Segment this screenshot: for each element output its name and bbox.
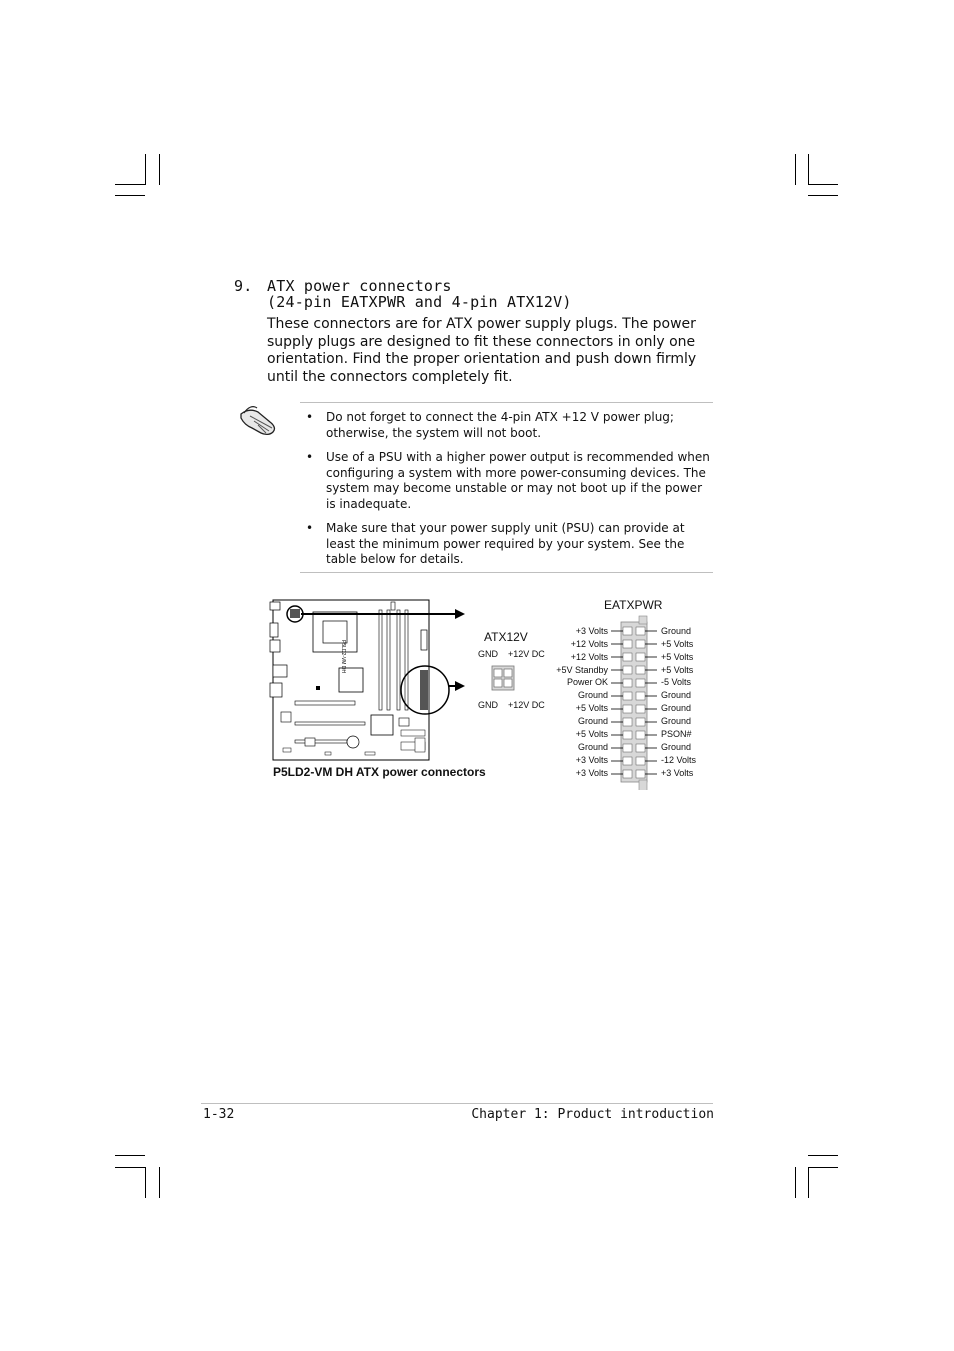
eatxpwr-title: EATXPWR: [604, 598, 663, 612]
figure-caption: P5LD2-VM DH ATX power connectors: [273, 765, 486, 779]
note-item: • Make sure that your power supply unit (PSU) can provide at least the minimum power required by your system. See the table below for details.: [306, 521, 685, 566]
eatxpwr-left-pin: +5 Volts: [575, 729, 608, 739]
eatxpwr-right-pin: Ground: [661, 742, 692, 752]
eatxpwr-left-pin: Ground: [577, 742, 608, 752]
eatxpwr-left-pin: +5V Standby: [556, 665, 608, 675]
eatxpwr-right-pin: PSON#: [661, 729, 692, 739]
eatxpwr-right-pin: +5 Volts: [661, 652, 694, 662]
eatxpwr-left-pin: +3 Volts: [575, 755, 608, 765]
eatxpwr-left-pin: +12 Volts: [570, 639, 608, 649]
note-box: [300, 402, 713, 573]
eatxpwr-right-pin: Ground: [661, 690, 692, 700]
eatxpwr-right-pin: -5 Volts: [661, 677, 692, 687]
atx12v-bottom-left: GND: [478, 700, 498, 710]
note-item: • Use of a PSU with a higher power output is recommended when configuring a system with more power-consuming devices. The system may become unstable or may not boot up if the power is inadequate.: [306, 450, 710, 511]
eatxpwr-left-pin: Power OK: [566, 677, 608, 687]
eatxpwr-right-pin: +5 Volts: [661, 665, 694, 675]
atx12v-title: ATX12V: [484, 630, 528, 644]
eatxpwr-right-pin: Ground: [661, 626, 692, 636]
note-item: • Do not forget to connect the 4-pin ATX +12 V power plug; otherwise, the system will not boot.: [306, 410, 674, 440]
atx12v-top-left: GND: [478, 649, 498, 659]
page-number: 1-32: [203, 1107, 235, 1122]
eatxpwr-left-pin: +3 Volts: [575, 768, 608, 778]
eatxpwr-right-pin: +5 Volts: [661, 639, 694, 649]
eatxpwr-right-pin: Ground: [661, 703, 692, 713]
note-list: [300, 410, 713, 577]
atx12v-top-right: +12V DC: [508, 649, 545, 659]
section-title-line1: ATX power connectors: [267, 277, 452, 295]
footer-rule: [201, 1103, 713, 1104]
eatxpwr-right-pin: -12 Volts: [661, 755, 697, 765]
board-silk-label: P5LD2-VM DH: [340, 640, 346, 674]
eatxpwr-right-pin: +3 Volts: [661, 768, 694, 778]
section-title-line2: (24-pin EATXPWR and 4-pin ATX12V): [267, 293, 572, 311]
section-body: These connectors are for ATX power supply plugs. The power supply plugs are designed to fit these connectors in only one orientation. Find the proper orientation and push down firmly until the connectors completely fit.: [267, 316, 697, 385]
eatxpwr-right-pin: Ground: [661, 716, 692, 726]
eatxpwr-left-pin: +3 Volts: [575, 626, 608, 636]
atx12v-bottom-right: +12V DC: [508, 700, 545, 710]
motherboard-diagram: [265, 590, 715, 790]
eatxpwr-left-pin: +5 Volts: [575, 703, 608, 713]
eatxpwr-left-pin: Ground: [577, 716, 608, 726]
chapter-title: Chapter 1: Product introduction: [471, 1107, 714, 1122]
eatxpwr-left-pin: +12 Volts: [570, 652, 608, 662]
section-number: 9.: [234, 277, 253, 295]
pointing-hand-icon: [238, 402, 280, 438]
eatxpwr-left-pin: Ground: [577, 690, 608, 700]
